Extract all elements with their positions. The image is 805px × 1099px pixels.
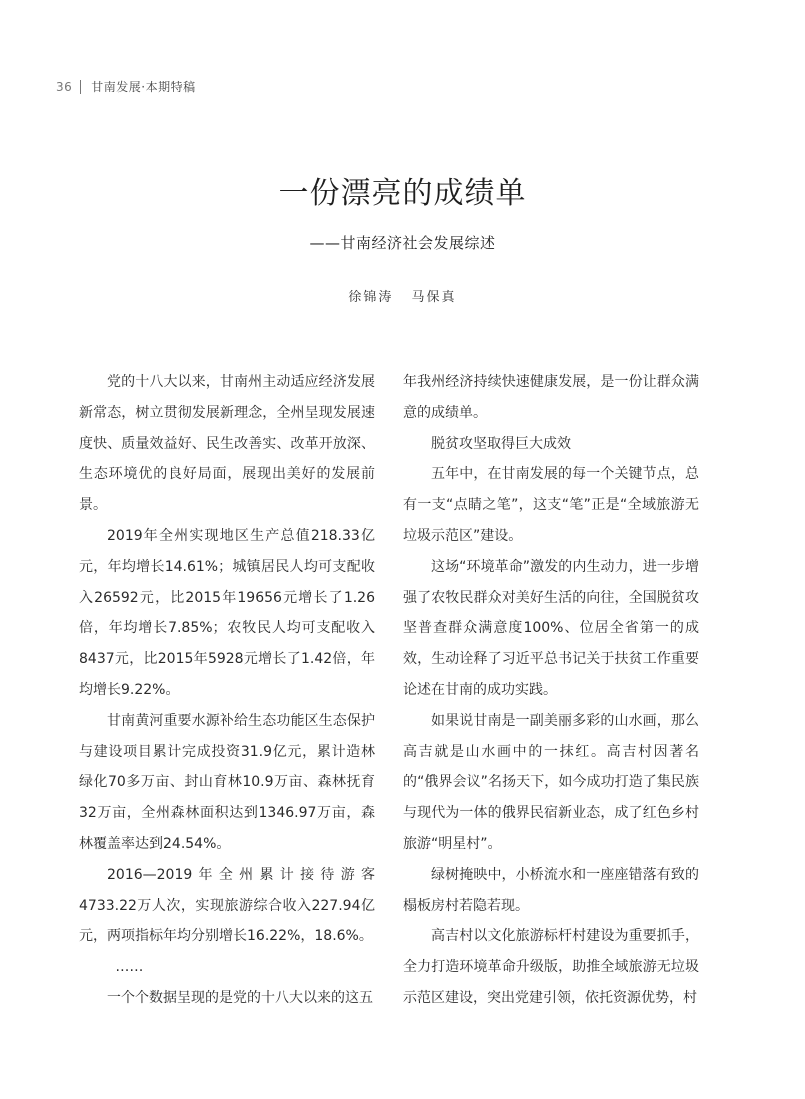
article-authors: 徐锦涛 马保真 <box>348 290 457 305</box>
paragraph: 五年中，在甘南发展的每一个关键节点，总有一支“点睛之笔”，这支“笔”正是“全域旅游无垃圾示范区”建设。 <box>403 466 699 544</box>
paragraph: 如果说甘南是一副美丽多彩的山水画，那么高吉就是山水画中的一抹红。高吉村因著名的“俄界会议”名扬天下，如今成功打造了集民族与现代为一体的俄界民宿新业态，成了红色乡村旅游“明星村”。 <box>403 712 699 852</box>
left-column <box>79 367 375 1014</box>
paragraph: 高吉村以文化旅游标杆村建设为重要抓手，全力打造环境革命升级版，助推全域旅游无垃圾示范区建设，突出党建引领，依托资源优势，村 <box>403 928 699 1006</box>
right-column <box>403 367 699 1014</box>
article-title: 一份漂亮的成绩单 <box>278 176 527 211</box>
article-subtitle: ——甘南经济社会发展综述 <box>309 234 496 252</box>
paragraph: 这场“环境革命”激发的内生动力，进一步增强了农牧民群众对美好生活的向往，全国脱贫攻坚普查群众满意度100%、位居全省第一的成效，生动诠释了习近平总书记关于扶贫工作重要论述在甘南的成功实践。 <box>403 558 699 698</box>
paragraph: 绿树掩映中，小桥流水和一座座错落有致的榻板房村若隐若现。 <box>403 866 699 914</box>
paragraph: 一个个数据呈现的是党的十八大以来的这五 <box>107 989 373 1006</box>
page-number: 36 <box>56 79 73 94</box>
section-label: 甘南发展·本期特稿 <box>91 80 196 94</box>
ellipsis-paragraph: …… <box>115 959 144 976</box>
paragraph-continued: 年我州经济持续快速健康发展，是一份让群众满意的成绩单。 <box>403 374 699 421</box>
running-header <box>56 78 196 95</box>
section-heading: 脱贫攻坚取得巨大成效 <box>431 435 571 452</box>
paragraph: 甘南黄河重要水源补给生态功能区生态保护与建设项目累计完成投资31.9亿元，累计造林绿化70多万亩、封山育林10.9万亩、森林抚育32万亩，全州森林面积达到1346.97万亩，森林覆盖率达到24.54%。 <box>79 712 375 852</box>
paragraph: 2016—2019年全州累计接待游客4733.22万人次，实现旅游综合收入227.94亿元，两项指标年均分别增长16.22%，18.6%。 <box>79 866 375 945</box>
paragraph: 党的十八大以来，甘南州主动适应经济发展新常态，树立贯彻发展新理念，全州呈现发展速度快、质量效益好、民生改善实、改革开放深、生态环境优的良好局面，展现出美好的发展前景。 <box>79 374 375 514</box>
header-divider <box>80 80 81 94</box>
paragraph: 2019年全州实现地区生产总值218.33亿元，年均增长14.61%；城镇居民人均可支配收入26592元，比2015年19656元增长了1.26倍，年均增长7.85%；农牧民人均可支配收入8437元，比2015年5928元增长了1.42倍，年均增长9.22%。 <box>79 527 375 698</box>
